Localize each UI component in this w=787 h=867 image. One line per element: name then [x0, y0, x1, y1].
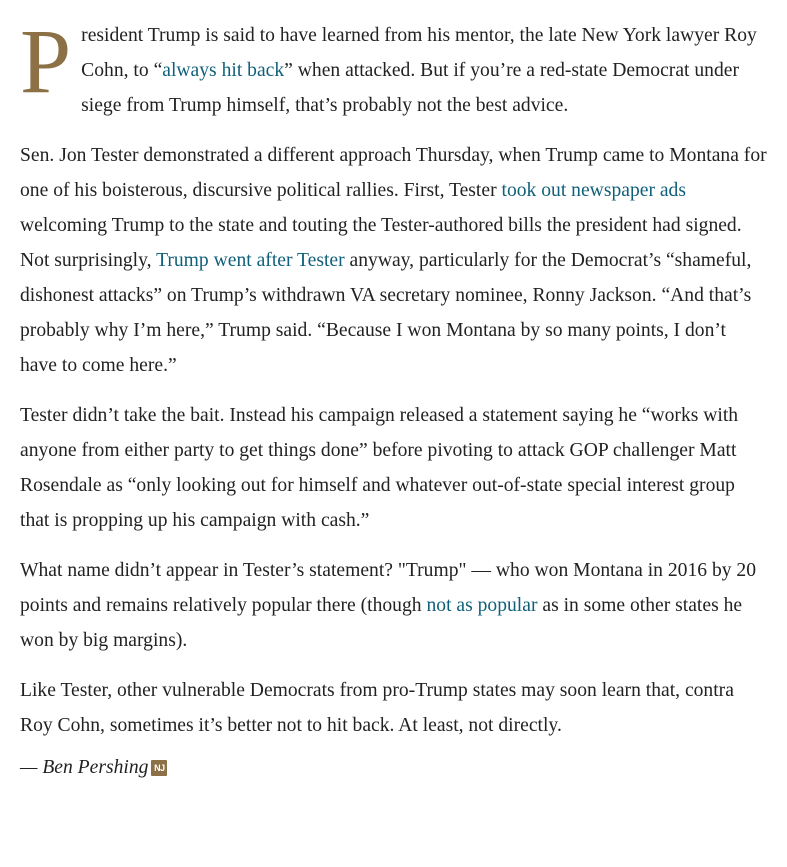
drop-cap: P: [20, 10, 72, 112]
paragraph-2-text-c: anyway, particularly for the Democrat’s “shameful, dishonest attacks” on Trump’s withdrawn VA secretary nominee, Ronny Jackson. “And that’s probably why I’m here,” Trump said. “Because I won Montana by so many points, I don’t have to come here.”: [20, 250, 752, 376]
paragraph-2-text-b: welcoming Trump to the state and touting the Tester-authored bills the president had signed. Not surprisingly,: [20, 215, 742, 271]
link-always-hit-back[interactable]: always hit back: [162, 60, 285, 81]
link-not-as-popular[interactable]: not as popular: [426, 595, 538, 616]
paragraph-3: Tester didn’t take the bait. Instead his campaign released a statement saying he “works with anyone from either party to get things done” before pivoting to attack GOP challenger Matt Rosendale as “only looking out for himself and whatever out-of-state special interest group that is propping up his campaign with cash.”: [20, 405, 739, 531]
nj-logo-icon: NJ: [151, 760, 167, 776]
paragraph-4-text-b: as in some other states he won by big margins).: [20, 595, 743, 651]
paragraph-2-text-a: Sen. Jon Tester demonstrated a different approach Thursday, when Trump came to Montana for one of his boisterous, discursive political rallies. First, Tester: [20, 145, 767, 201]
link-trump-went-after-tester[interactable]: Trump went after Tester: [156, 250, 345, 271]
paragraph-4-text-a: What name didn’t appear in Tester’s statement? "Trump" — who won Montana in 2016 by 20 points and remains relatively popular there (though: [20, 560, 757, 616]
paragraph-5: Like Tester, other vulnerable Democrats from pro-Trump states may soon learn that, contra Roy Cohn, sometimes it’s better not to hit back. At least, not directly.: [20, 680, 734, 736]
paragraph-1-text-a: resident Trump is said to have learned from his mentor, the late New York lawyer Roy Cohn, to “: [81, 25, 757, 81]
paragraph-1-text-b: ” when attacked. But if you’re a red-state Democrat under siege from Trump himself, that’s probably not the best advice.: [81, 60, 739, 116]
link-took-out-newspaper-ads[interactable]: took out newspaper ads: [501, 180, 686, 201]
byline-author: — Ben Pershing: [20, 757, 149, 778]
paragraph-2: [20, 138, 767, 383]
paragraph-4: [20, 553, 767, 658]
paragraph-1: [20, 10, 767, 123]
byline: [20, 754, 767, 782]
